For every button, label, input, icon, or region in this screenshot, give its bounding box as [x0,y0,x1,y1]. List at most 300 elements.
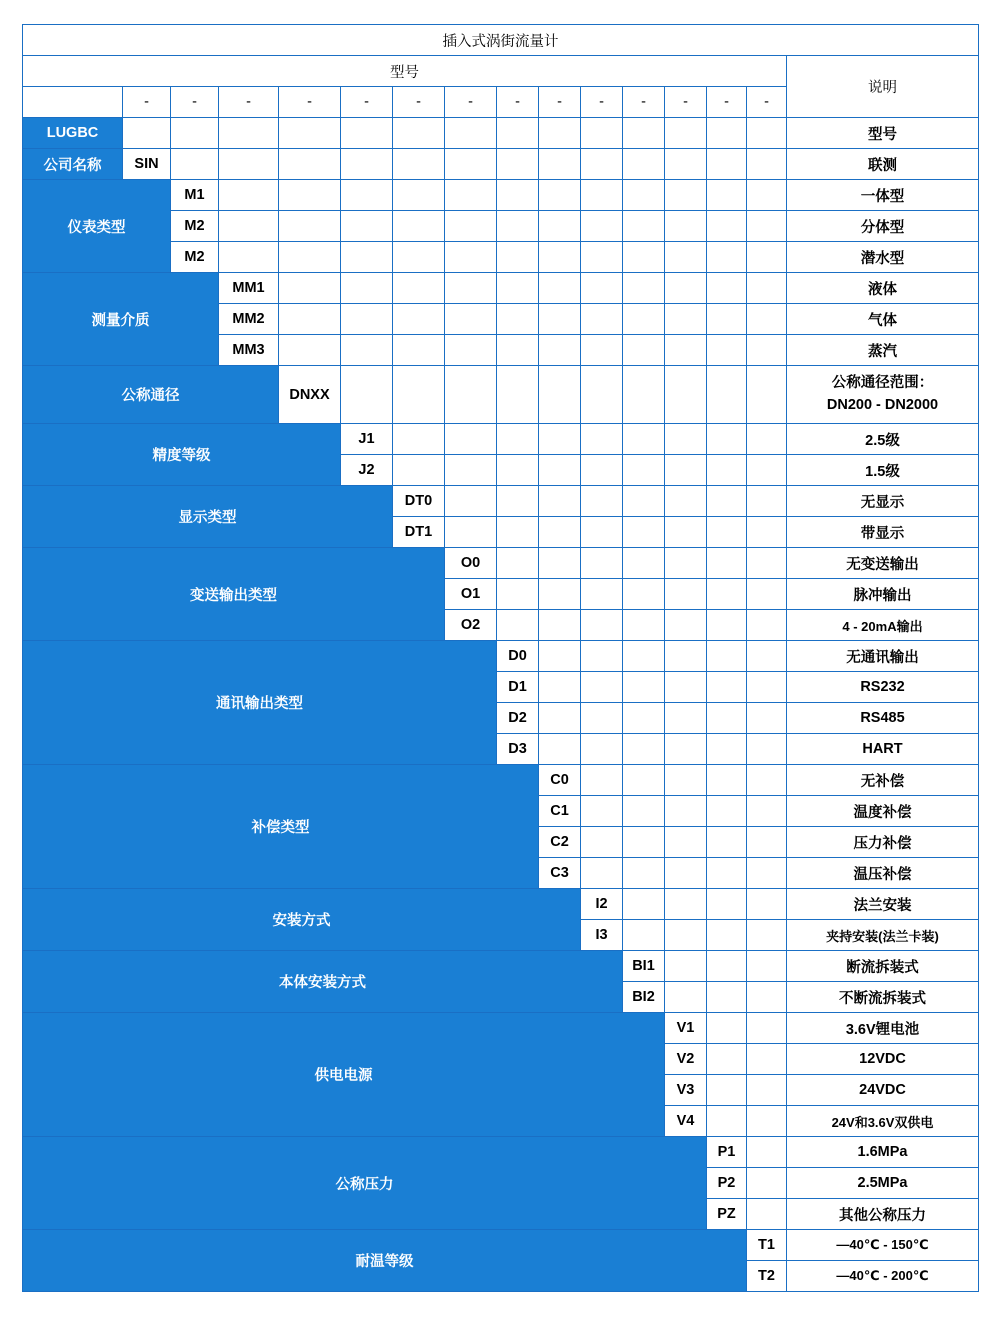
empty-cell [623,118,665,149]
empty-cell [707,982,747,1013]
empty-cell [665,889,707,920]
empty-cell [445,118,497,149]
empty-cell [707,118,747,149]
empty-cell [539,335,581,366]
empty-cell [445,149,497,180]
empty-cell [665,118,707,149]
empty-cell [665,796,707,827]
empty-cell [665,335,707,366]
code-cell: V3 [665,1075,707,1106]
empty-cell [665,548,707,579]
code-cell: BI1 [623,951,665,982]
group-label: 变送输出类型 [23,548,445,641]
empty-cell [445,486,497,517]
empty-cell [623,889,665,920]
empty-cell [445,211,497,242]
table-row [23,118,979,149]
empty-cell [623,211,665,242]
empty-cell [445,517,497,548]
empty-cell [623,486,665,517]
group-label: 公司名称 [23,149,123,180]
empty-cell [665,641,707,672]
empty-cell [539,242,581,273]
empty-cell [707,827,747,858]
code-cell: J1 [341,424,393,455]
empty-cell [747,858,787,889]
empty-cell [747,827,787,858]
empty-cell [707,889,747,920]
description-cell: 夹持安装(法兰卡装) [787,920,979,951]
empty-cell [623,610,665,641]
empty-cell [539,424,581,455]
empty-cell [341,273,393,304]
group-label: 仪表类型 [23,180,171,273]
empty-cell [497,118,539,149]
empty-cell [707,858,747,889]
empty-cell [581,548,623,579]
empty-cell [665,486,707,517]
empty-cell [581,149,623,180]
description-cell: 气体 [787,304,979,335]
empty-cell [747,610,787,641]
description-cell: 无通讯输出 [787,641,979,672]
table-row [23,765,979,796]
description-cell: 公称通径范围： DN200 - DN2000 [787,366,979,424]
empty-cell [747,548,787,579]
empty-cell [539,703,581,734]
empty-cell [665,920,707,951]
empty-cell [747,920,787,951]
dash-marker: - [219,87,279,118]
table-row [23,273,979,304]
empty-cell [623,734,665,765]
empty-cell [665,455,707,486]
empty-cell [623,149,665,180]
empty-cell [665,951,707,982]
empty-cell [279,211,341,242]
empty-cell [539,211,581,242]
dash-marker: - [707,87,747,118]
table-row [23,366,979,424]
empty-cell [445,273,497,304]
empty-cell [707,765,747,796]
empty-cell [581,304,623,335]
empty-cell [747,765,787,796]
empty-cell [623,548,665,579]
empty-cell [341,242,393,273]
empty-cell [623,796,665,827]
group-label: 耐温等级 [23,1230,747,1292]
empty-cell [497,180,539,211]
description-cell: 蒸汽 [787,335,979,366]
code-cell: M2 [171,211,219,242]
dash-marker: - [123,87,171,118]
header-description-label: 说明 [787,56,979,118]
empty-cell [623,335,665,366]
empty-cell [623,579,665,610]
empty-cell [747,242,787,273]
code-cell: MM1 [219,273,279,304]
empty-cell [665,610,707,641]
description-cell: 2.5级 [787,424,979,455]
empty-cell [707,242,747,273]
empty-cell [747,211,787,242]
empty-cell [445,304,497,335]
empty-cell [623,180,665,211]
empty-cell [219,211,279,242]
empty-cell [707,579,747,610]
code-cell: O0 [445,548,497,579]
empty-cell [539,579,581,610]
empty-cell [747,579,787,610]
description-cell: 联测 [787,149,979,180]
empty-cell [747,424,787,455]
group-label: 测量介质 [23,273,219,366]
group-label: 安装方式 [23,889,581,951]
code-cell: C2 [539,827,581,858]
empty-cell [707,149,747,180]
empty-cell [539,672,581,703]
empty-cell [707,1106,747,1137]
empty-cell [623,920,665,951]
empty-cell [539,366,581,424]
table-row [23,1137,979,1168]
empty-cell [393,242,445,273]
empty-cell [747,703,787,734]
empty-cell [393,424,445,455]
code-cell: V4 [665,1106,707,1137]
title-row [23,25,979,56]
empty-cell [623,672,665,703]
table-row [23,548,979,579]
empty-cell [665,765,707,796]
code-cell: T1 [747,1230,787,1261]
empty-cell [219,149,279,180]
empty-cell [707,610,747,641]
empty-cell [623,455,665,486]
empty-cell [497,579,539,610]
empty-cell [665,517,707,548]
empty-cell [707,304,747,335]
empty-cell [665,703,707,734]
empty-cell [707,211,747,242]
empty-cell [581,734,623,765]
empty-cell [747,180,787,211]
empty-cell [623,765,665,796]
empty-cell [171,118,219,149]
code-cell: O1 [445,579,497,610]
empty-cell [665,858,707,889]
empty-cell [623,641,665,672]
empty-cell [665,211,707,242]
dash-marker: - [497,87,539,118]
empty-cell [707,641,747,672]
code-cell: DT0 [393,486,445,517]
empty-cell [623,273,665,304]
empty-cell [497,242,539,273]
empty-cell [497,548,539,579]
code-cell: SIN [123,149,171,180]
empty-cell [665,242,707,273]
empty-cell [539,273,581,304]
empty-cell [747,335,787,366]
table-row [23,1013,979,1044]
empty-cell [393,455,445,486]
dash-marker: - [539,87,581,118]
empty-cell [445,424,497,455]
description-cell: 3.6V锂电池 [787,1013,979,1044]
empty-cell [623,858,665,889]
empty-cell [497,455,539,486]
description-cell: 断流拆装式 [787,951,979,982]
empty-cell [393,304,445,335]
description-cell: 法兰安装 [787,889,979,920]
code-cell: T2 [747,1261,787,1292]
header-model-label: 型号 [23,56,787,87]
empty-cell [581,827,623,858]
empty-cell [393,180,445,211]
empty-cell [497,610,539,641]
empty-cell [279,335,341,366]
code-cell: I2 [581,889,623,920]
empty-cell [707,486,747,517]
description-cell: 压力补偿 [787,827,979,858]
empty-cell [445,242,497,273]
dash-marker: - [445,87,497,118]
empty-cell [497,149,539,180]
empty-cell [747,951,787,982]
description-cell: 无补偿 [787,765,979,796]
dash-marker: - [665,87,707,118]
group-label: 本体安装方式 [23,951,623,1013]
empty-cell [393,211,445,242]
description-cell: 液体 [787,273,979,304]
empty-cell [707,920,747,951]
description-cell: 2.5MPa [787,1168,979,1199]
empty-cell [665,304,707,335]
description-cell: 带显示 [787,517,979,548]
empty-cell [623,242,665,273]
description-cell: 温度补偿 [787,796,979,827]
empty-cell [665,273,707,304]
code-cell: DT1 [393,517,445,548]
empty-cell [581,610,623,641]
empty-cell [393,149,445,180]
empty-cell [581,118,623,149]
empty-cell [539,734,581,765]
empty-cell [707,796,747,827]
empty-cell [707,703,747,734]
empty-cell [623,517,665,548]
empty-cell [665,366,707,424]
empty-cell [341,335,393,366]
description-cell: —40℃ - 150℃ [787,1230,979,1261]
empty-cell [747,1137,787,1168]
code-cell: MM3 [219,335,279,366]
empty-cell [623,304,665,335]
description-cell: 1.6MPa [787,1137,979,1168]
table-row [23,641,979,672]
description-cell: 脉冲输出 [787,579,979,610]
code-cell: D1 [497,672,539,703]
empty-cell [707,424,747,455]
empty-cell [707,366,747,424]
code-cell: MM2 [219,304,279,335]
group-label: 通讯输出类型 [23,641,497,765]
group-label: 公称通径 [23,366,279,424]
header-row-model [23,56,979,87]
empty-cell [581,424,623,455]
model-selection-table [22,24,979,1292]
empty-cell [581,796,623,827]
empty-cell [747,1106,787,1137]
dash-marker: - [341,87,393,118]
empty-cell [581,335,623,366]
empty-cell [747,149,787,180]
empty-cell [707,1013,747,1044]
empty-cell [581,765,623,796]
empty-cell [747,304,787,335]
code-cell: O2 [445,610,497,641]
empty-cell [747,1075,787,1106]
empty-cell [665,149,707,180]
empty-cell [341,304,393,335]
group-label: 补偿类型 [23,765,539,889]
description-cell: 24VDC [787,1075,979,1106]
description-cell: 温压补偿 [787,858,979,889]
description-cell: RS232 [787,672,979,703]
empty-cell [581,703,623,734]
empty-cell [219,242,279,273]
empty-cell [707,951,747,982]
dash-marker: - [623,87,665,118]
code-cell: D3 [497,734,539,765]
empty-cell [341,118,393,149]
empty-cell [623,424,665,455]
empty-cell [707,180,747,211]
empty-cell [497,424,539,455]
empty-cell [665,424,707,455]
empty-cell [747,1013,787,1044]
group-label: LUGBC [23,118,123,149]
empty-cell [581,242,623,273]
empty-cell [707,273,747,304]
empty-cell [279,242,341,273]
empty-cell [581,455,623,486]
empty-cell [623,827,665,858]
empty-cell [123,118,171,149]
dash-marker: - [393,87,445,118]
table-row [23,951,979,982]
empty-cell [497,366,539,424]
description-cell: 不断流拆装式 [787,982,979,1013]
empty-cell [497,211,539,242]
group-label: 供电电源 [23,1013,665,1137]
group-label: 公称压力 [23,1137,707,1230]
code-cell: C0 [539,765,581,796]
table-row [23,149,979,180]
code-cell: M1 [171,180,219,211]
description-cell: 12VDC [787,1044,979,1075]
code-cell: P1 [707,1137,747,1168]
empty-cell [539,517,581,548]
empty-cell [747,455,787,486]
empty-cell [747,672,787,703]
empty-cell [581,273,623,304]
empty-cell [581,486,623,517]
empty-cell [393,118,445,149]
dash-marker: - [747,87,787,118]
empty-cell [497,517,539,548]
empty-cell [497,335,539,366]
code-cell: C1 [539,796,581,827]
empty-cell [279,304,341,335]
empty-cell [279,118,341,149]
empty-cell [219,180,279,211]
empty-cell [171,149,219,180]
empty-cell [707,335,747,366]
empty-cell [445,180,497,211]
table-row [23,889,979,920]
empty-cell [665,982,707,1013]
empty-cell [747,486,787,517]
empty-cell [581,180,623,211]
empty-cell [581,579,623,610]
dash-spacer [23,87,123,118]
code-cell: V1 [665,1013,707,1044]
empty-cell [707,734,747,765]
empty-cell [497,304,539,335]
description-cell: 4 - 20mA输出 [787,610,979,641]
description-cell: —40℃ - 200℃ [787,1261,979,1292]
empty-cell [341,180,393,211]
table-row [23,424,979,455]
code-cell: J2 [341,455,393,486]
empty-cell [707,1044,747,1075]
group-label: 显示类型 [23,486,393,548]
empty-cell [539,118,581,149]
code-cell: PZ [707,1199,747,1230]
empty-cell [341,211,393,242]
empty-cell [581,858,623,889]
empty-cell [341,149,393,180]
empty-cell [747,734,787,765]
empty-cell [665,827,707,858]
code-cell: C3 [539,858,581,889]
empty-cell [707,1075,747,1106]
empty-cell [539,548,581,579]
empty-cell [393,335,445,366]
description-cell: 潜水型 [787,242,979,273]
description-cell: 24V和3.6V双供电 [787,1106,979,1137]
empty-cell [707,672,747,703]
empty-cell [747,118,787,149]
empty-cell [665,180,707,211]
dash-marker: - [581,87,623,118]
dash-marker: - [171,87,219,118]
empty-cell [219,118,279,149]
empty-cell [539,304,581,335]
empty-cell [497,486,539,517]
empty-cell [747,796,787,827]
empty-cell [747,273,787,304]
empty-cell [279,273,341,304]
empty-cell [707,517,747,548]
empty-cell [747,1199,787,1230]
description-cell: RS485 [787,703,979,734]
empty-cell [581,211,623,242]
empty-cell [747,1044,787,1075]
